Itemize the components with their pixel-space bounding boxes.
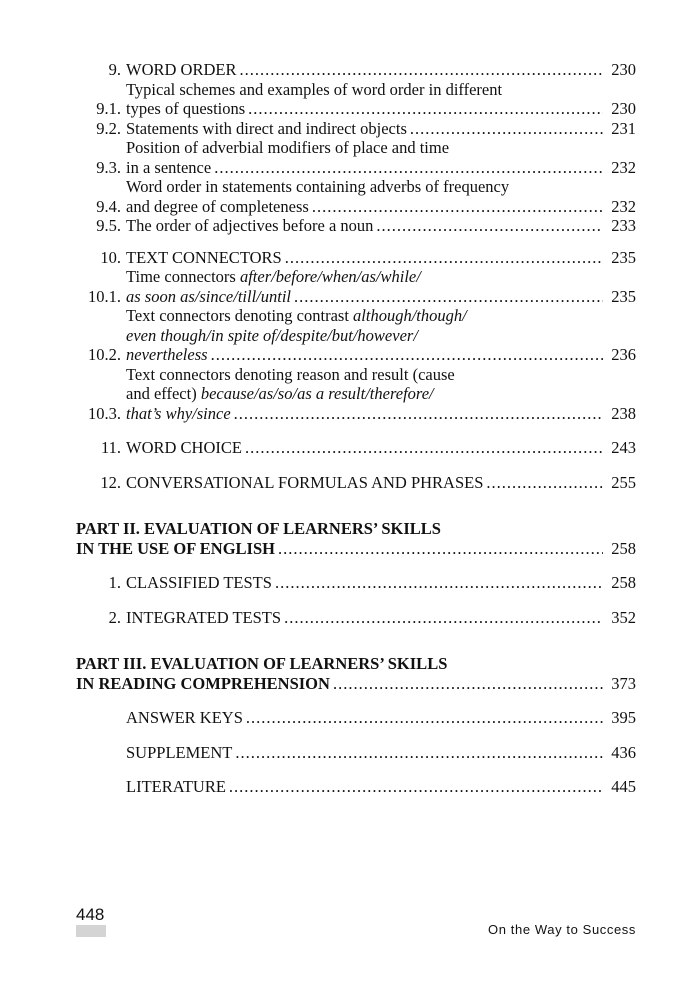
entry-page: 373 bbox=[611, 673, 636, 693]
entry-number: 9.4. bbox=[96, 196, 121, 216]
toc-entry-9-4[interactable] bbox=[76, 177, 636, 216]
toc-entry-9-2[interactable] bbox=[76, 119, 636, 139]
entry-number: 11. bbox=[100, 438, 121, 457]
entry-title: CONVERSATIONAL FORMULAS AND PHRASES bbox=[126, 472, 484, 492]
entry-title: that’s why/since bbox=[126, 403, 231, 423]
entry-number: 10.2. bbox=[88, 345, 121, 364]
entry-page: 395 bbox=[611, 708, 636, 727]
toc-entry-11[interactable] bbox=[76, 438, 636, 458]
entry-title-line: Text connectors denoting contrast although/though/ bbox=[126, 306, 467, 325]
part-title-line: PART III. EVALUATION OF LEARNERS’ SKILLS bbox=[76, 654, 448, 673]
leader-dots bbox=[278, 539, 603, 559]
entry-number: 2. bbox=[108, 607, 121, 627]
toc-entry-10-1[interactable] bbox=[76, 267, 636, 306]
leader-dots bbox=[376, 216, 603, 236]
entry-title-line: Position of adverbial modifiers of place and time bbox=[126, 138, 450, 157]
entry-page: 235 bbox=[611, 247, 636, 267]
page-number: 448 bbox=[76, 905, 105, 924]
table-of-contents bbox=[76, 60, 636, 797]
entry-page: 231 bbox=[611, 118, 636, 138]
leader-dots bbox=[275, 573, 603, 593]
entry-number: 9.5. bbox=[96, 216, 121, 235]
part-title-line: PART II. EVALUATION OF LEARNERS’ SKILLS bbox=[76, 519, 441, 538]
leader-dots bbox=[248, 99, 603, 119]
entry-number: 9.1. bbox=[96, 99, 121, 118]
entry-title: WORD CHOICE bbox=[126, 438, 242, 457]
entry-page: 243 bbox=[611, 438, 636, 457]
leader-dots bbox=[234, 404, 603, 424]
part-title: IN THE USE OF ENGLISH bbox=[76, 538, 275, 558]
toc-entry-9-3[interactable] bbox=[76, 138, 636, 177]
entry-page: 352 bbox=[611, 607, 636, 627]
toc-entry-10-3[interactable] bbox=[76, 365, 636, 424]
toc-entry-9-1[interactable] bbox=[76, 80, 636, 119]
entry-number: 10.3. bbox=[88, 403, 121, 423]
toc-entry-literature[interactable] bbox=[76, 777, 636, 797]
entry-page: 236 bbox=[611, 345, 636, 364]
entry-number: 9. bbox=[108, 60, 121, 79]
entry-title: Statements with direct and indirect objects bbox=[126, 118, 407, 138]
entry-title: nevertheless bbox=[126, 345, 208, 364]
page-number-underbar bbox=[76, 925, 106, 937]
entry-page: 233 bbox=[611, 216, 636, 235]
toc-part-2[interactable] bbox=[76, 519, 636, 558]
entry-title-line: Text connectors denoting reason and result (cause bbox=[126, 364, 455, 384]
toc-entry-answer-keys[interactable] bbox=[76, 708, 636, 728]
toc-entry-supplement[interactable] bbox=[76, 743, 636, 763]
entry-title: INTEGRATED TESTS bbox=[126, 607, 282, 627]
entry-title: CLASSIFIED TESTS bbox=[126, 573, 272, 592]
leader-dots bbox=[211, 345, 603, 365]
toc-part-3[interactable] bbox=[76, 654, 636, 693]
leader-dots bbox=[235, 743, 603, 763]
entry-title: SUPPLEMENT bbox=[126, 742, 233, 762]
toc-entry-12[interactable] bbox=[76, 473, 636, 493]
entry-page: 258 bbox=[611, 573, 636, 592]
leader-dots bbox=[284, 608, 603, 628]
entry-number: 12. bbox=[100, 472, 121, 492]
entry-title-line: Word order in statements containing adverbs of frequency bbox=[126, 177, 510, 196]
entry-title-line: Typical schemes and examples of word order in different bbox=[126, 79, 503, 99]
leader-dots bbox=[245, 438, 603, 458]
leader-dots bbox=[410, 119, 603, 139]
entry-title: TEXT CONNECTORS bbox=[126, 247, 282, 267]
entry-number: 10. bbox=[100, 247, 121, 267]
toc-entry-9[interactable] bbox=[76, 60, 636, 80]
entry-title: in a sentence bbox=[126, 157, 212, 177]
entry-title-line: Time connectors after/before/when/as/while/ bbox=[126, 267, 421, 286]
leader-dots bbox=[294, 287, 603, 307]
leader-dots bbox=[214, 158, 603, 178]
entry-page: 258 bbox=[611, 538, 636, 558]
entry-title-line: even though/in spite of/despite/but/however/ bbox=[126, 325, 418, 345]
leader-dots bbox=[312, 197, 603, 217]
leader-dots bbox=[246, 708, 603, 728]
entry-page: 230 bbox=[611, 99, 636, 118]
part-title: IN READING COMPREHENSION bbox=[76, 673, 330, 693]
entry-page: 255 bbox=[611, 472, 636, 492]
leader-dots bbox=[229, 777, 603, 797]
entry-title: as soon as/since/till/until bbox=[126, 286, 292, 306]
leader-dots bbox=[486, 473, 603, 493]
entry-number: 9.3. bbox=[96, 157, 121, 177]
entry-number: 1. bbox=[108, 573, 121, 592]
entry-page: 230 bbox=[611, 60, 636, 79]
entry-page: 238 bbox=[611, 403, 636, 423]
leader-dots bbox=[239, 60, 603, 80]
running-footer-title: On the Way to Success bbox=[488, 922, 636, 937]
entry-title: types of questions bbox=[126, 99, 246, 118]
entry-page: 232 bbox=[611, 157, 636, 177]
entry-page: 232 bbox=[611, 196, 636, 216]
toc-entry-part2-1[interactable] bbox=[76, 573, 636, 593]
entry-title: and degree of completeness bbox=[126, 196, 309, 216]
entry-number: 9.2. bbox=[96, 118, 121, 138]
toc-entry-9-5[interactable] bbox=[76, 216, 636, 236]
leader-dots bbox=[333, 674, 603, 694]
entry-page: 235 bbox=[611, 286, 636, 306]
toc-entry-10[interactable] bbox=[76, 248, 636, 268]
entry-title: LITERATURE bbox=[126, 777, 226, 796]
entry-title: The order of adjectives before a noun bbox=[126, 216, 374, 235]
entry-title-line: and effect) because/as/so/as a result/therefore/ bbox=[126, 384, 434, 403]
entry-page: 436 bbox=[611, 742, 636, 762]
entry-number: 10.1. bbox=[88, 286, 121, 306]
toc-entry-part2-2[interactable] bbox=[76, 608, 636, 628]
entry-title: WORD ORDER bbox=[126, 60, 237, 79]
toc-entry-10-2[interactable] bbox=[76, 306, 636, 365]
entry-title: ANSWER KEYS bbox=[126, 708, 243, 727]
entry-page: 445 bbox=[611, 777, 636, 796]
leader-dots bbox=[285, 248, 603, 268]
